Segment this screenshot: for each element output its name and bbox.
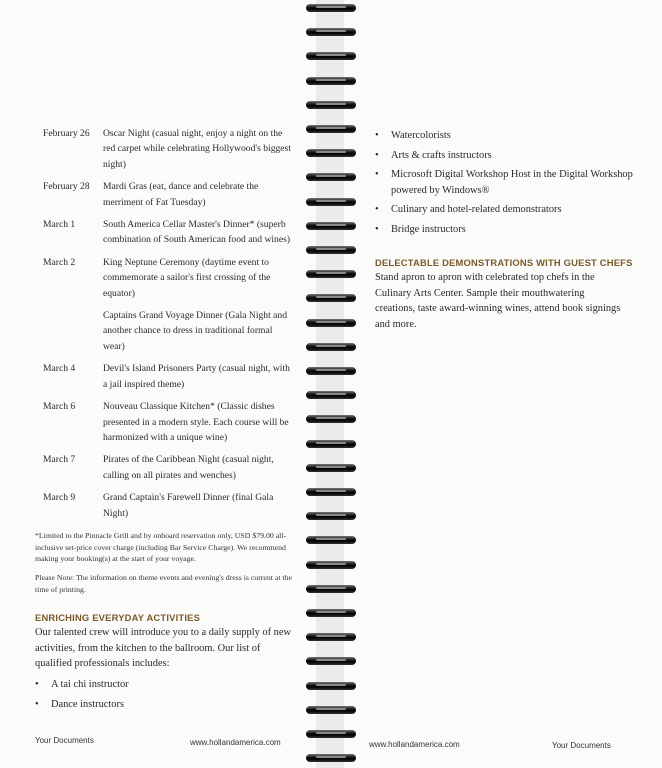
binding-coil: [306, 52, 356, 60]
section-body: Stand apron to apron with celebrated top chefs in the Culinary Arts Center. Sample their mouthwatering creations, taste award-winning wines, attend book signings and more.: [375, 272, 621, 330]
event-description: Mardi Gras (eat, dance and celebrate the merriment of Fat Tuesday): [103, 181, 259, 208]
binding-coil: [306, 343, 356, 351]
event-schedule: [43, 126, 293, 528]
binding-coil: [306, 585, 356, 593]
event-date: February 28: [43, 181, 90, 193]
binding-coil: [306, 222, 356, 230]
list-item: [35, 677, 295, 693]
binding-coil: [306, 101, 356, 109]
bullet-icon: •: [375, 204, 379, 216]
bullet-icon: •: [375, 223, 379, 235]
footer-right-label: Your Documents: [552, 741, 611, 750]
schedule-row: [43, 399, 293, 445]
binding-coil: [306, 173, 356, 181]
schedule-row: [43, 255, 293, 354]
list-item: [35, 697, 295, 713]
list-item-label: Watercolorists: [391, 130, 451, 141]
schedule-row: [43, 126, 293, 172]
list-item-label: Dance instructors: [51, 698, 124, 710]
bullet-icon: •: [375, 169, 379, 181]
list-item-label: Arts & crafts instructors: [391, 149, 492, 161]
binding-coil: [306, 246, 356, 254]
event-description-group: [103, 255, 293, 354]
footer-left-label: Your Documents: [35, 736, 94, 745]
binding-coil: [306, 77, 356, 85]
section-heading: ENRICHING EVERYDAY ACTIVITIES: [35, 612, 201, 623]
section-heading: DELECTABLE DEMONSTRATIONS WITH GUEST CHEFS: [375, 257, 633, 268]
binding-coil: [306, 125, 356, 133]
binding-coil: [306, 149, 356, 157]
spiral-binding: [300, 0, 360, 768]
event-date: March 1: [43, 219, 76, 231]
schedule-row: [43, 179, 293, 210]
list-item: [375, 167, 637, 198]
binding-coil: [306, 512, 356, 520]
binding-coil: [306, 536, 356, 544]
binding-coil: [306, 28, 356, 36]
list-item: [375, 148, 637, 164]
list-item-label: A tai chi instructor: [51, 679, 129, 690]
list-item-label: Microsoft Digital Workshop Host in the Digital Workshop powered by Windows®: [391, 169, 633, 196]
binding-coil: [306, 609, 356, 617]
binding-coil: [306, 367, 356, 375]
binding-coil: [306, 198, 356, 206]
binding-coil: [306, 706, 356, 714]
bullet-icon: •: [35, 698, 39, 710]
binding-coil: [306, 488, 356, 496]
event-date: February 26: [43, 128, 90, 139]
event-date: March 2: [43, 256, 76, 268]
event-description: Grand Captain's Farewell Dinner (final Gala Night): [103, 492, 274, 519]
binding-coil: [306, 464, 356, 472]
list-item-label: Bridge instructors: [391, 223, 466, 235]
event-description: Captains Grand Voyage Dinner (Gala Night and another chance to dress in traditional formal wear): [103, 310, 288, 352]
schedule-row: [43, 490, 293, 521]
section-body: Our talented crew will introduce you to a daily supply of new activities, from the kitchen to the ballroom. Our list of qualified professionals includes:: [35, 627, 291, 670]
binding-coil: [306, 415, 356, 423]
event-description: Nouveau Classique Kitchen* (Classic dishes presented in a modern style. Each course will be harmonized with a unique wine): [103, 401, 289, 443]
event-description: Pirates of the Caribbean Night (casual night, calling on all pirates and wenches): [103, 454, 274, 481]
event-date: March 9: [43, 492, 76, 504]
schedule-row: [43, 217, 293, 248]
bullet-icon: •: [375, 130, 379, 141]
schedule-row: [43, 361, 293, 392]
list-item-label: Culinary and hotel-related demonstrators: [391, 204, 562, 216]
event-description: Devil's Island Prisoners Party (casual night, with a jail inspired theme): [103, 363, 290, 390]
pricing-footnote: *Limited to the Pinnacle Grill and by onboard reservation only, USD $79.00 all-inclusive set-price cover charge (including Bar Service Charge). We recommend making your booking(s) at the start of your voyage.: [35, 531, 287, 564]
binding-coil: [306, 294, 356, 302]
event-description: Oscar Night (casual night, enjoy a night on the red carpet while celebrating Hollywood's biggest night): [103, 128, 291, 170]
binding-coil: [306, 4, 356, 12]
binding-coil: [306, 754, 356, 762]
right-page: [344, 0, 662, 768]
schedule-row: [43, 452, 293, 483]
binding-coil: [306, 319, 356, 327]
binding-coil: [306, 657, 356, 665]
event-date: March 6: [43, 401, 76, 413]
binding-coil: [306, 633, 356, 641]
footer-url: www.hollandamerica.com: [190, 738, 281, 747]
printing-note: Please Note: The information on theme events and evening's dress is current at the time of printing.: [35, 573, 292, 594]
binding-coil: [306, 682, 356, 690]
list-item: [375, 202, 637, 218]
binding-coil: [306, 730, 356, 738]
professionals-list-continued: [375, 128, 637, 238]
bullet-icon: •: [35, 679, 39, 690]
event-date: March 4: [43, 363, 76, 375]
binding-coil: [306, 440, 356, 448]
binding-coil: [306, 561, 356, 569]
list-item: [375, 222, 637, 238]
bullet-icon: •: [375, 149, 379, 161]
binding-coil: [306, 270, 356, 278]
list-item: [375, 128, 637, 144]
binding-coil: [306, 391, 356, 399]
event-description: South America Cellar Master's Dinner* (superb combination of South American food and wines): [103, 219, 291, 246]
professionals-list: [35, 677, 295, 712]
left-page: [0, 0, 316, 768]
event-date: March 7: [43, 454, 76, 466]
event-description: King Neptune Ceremony (daytime event to commemorate a sailor's first crossing of the equator): [103, 256, 271, 299]
footer-url: www.hollandamerica.com: [369, 740, 460, 749]
